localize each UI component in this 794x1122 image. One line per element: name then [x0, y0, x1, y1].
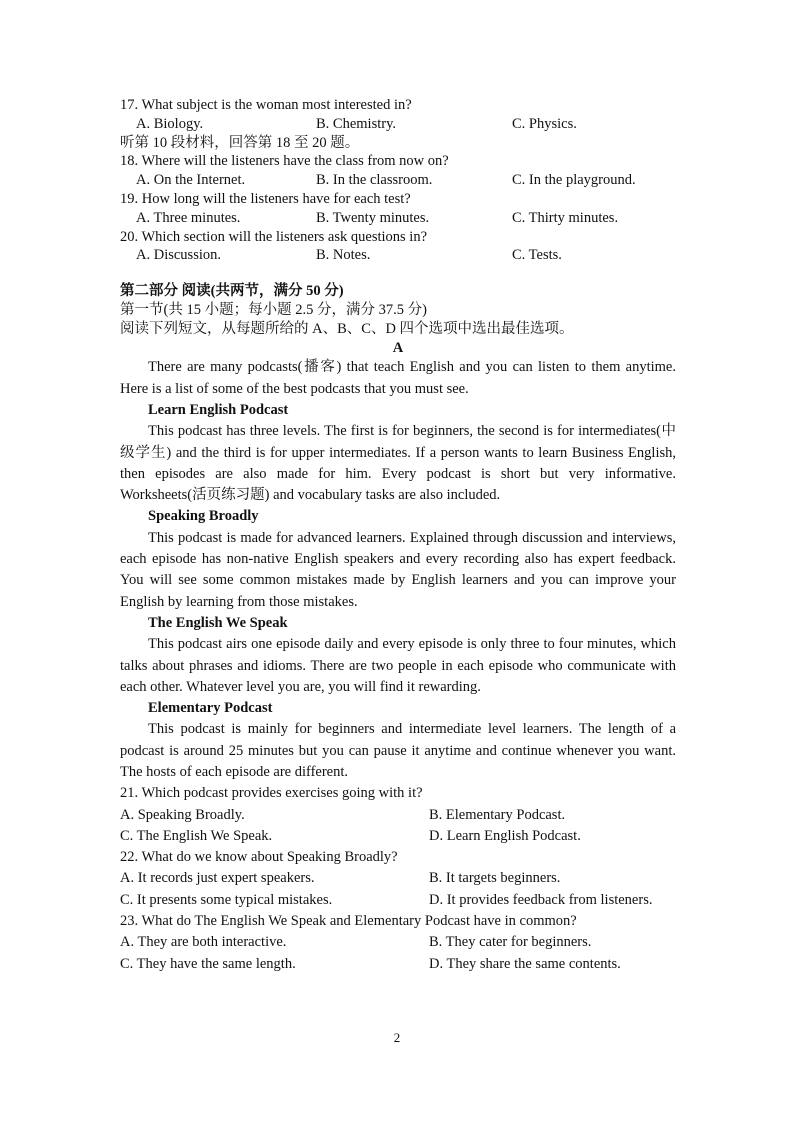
option-b: B. Chemistry.: [316, 115, 397, 132]
option-b: B. Notes.: [316, 247, 371, 264]
options-row: [120, 890, 676, 911]
options-row: [120, 171, 676, 190]
options-row: [120, 246, 676, 265]
options-row: [120, 954, 676, 975]
option-b: B. They cater for beginners.: [429, 934, 592, 951]
option-c: C. They have the same length.: [120, 955, 296, 972]
option-d: D. It provides feedback from listeners.: [429, 891, 653, 908]
podcast-heading: The English We Speak: [148, 614, 288, 631]
option-a: A. On the Internet.: [136, 172, 246, 189]
page-number: 2: [393, 1030, 401, 1045]
podcast-description: This podcast is mainly for beginners and intermediate level learners. The length of a podcast is around 25 minutes but you can pause it anytime and continue whenever you want. The hosts of each episode are different.: [120, 721, 676, 780]
option-c: C. The English We Speak.: [120, 827, 273, 844]
option-d: D. They share the same contents.: [429, 955, 621, 972]
listening-q18: [120, 152, 676, 190]
option-c: C. Tests.: [512, 247, 562, 264]
options-row: [120, 826, 676, 847]
option-b: B. In the classroom.: [316, 172, 433, 189]
option-c: C. It presents some typical mistakes.: [120, 891, 333, 908]
option-a: A. It records just expert speakers.: [120, 870, 315, 887]
podcast-heading: Learn English Podcast: [148, 401, 289, 418]
options-row: [120, 115, 676, 134]
reading-q22: [120, 847, 676, 911]
question-stem: 23. What do The English We Speak and Elementary Podcast have in common?: [120, 913, 577, 930]
question-stem: 17. What subject is the woman most interested in?: [120, 97, 412, 113]
option-b: B. Elementary Podcast.: [429, 806, 566, 823]
option-c: C. In the playground.: [512, 172, 636, 189]
option-a: A. They are both interactive.: [120, 934, 287, 951]
passage-intro: There are many podcasts(播客) that teach English and you can listen to them anytime. Here is a list of some of the best podcasts that you must see.: [120, 359, 676, 397]
question-stem: 22. What do we know about Speaking Broadly?: [120, 849, 398, 866]
section1-heading: 第一节(共 15 小题；每小题 2.5 分，满分 37.5 分): [120, 301, 427, 318]
podcast-heading: Elementary Podcast: [148, 700, 273, 717]
option-a: A. Biology.: [136, 115, 204, 132]
reading-q21: [120, 783, 676, 847]
listening-q17: [120, 96, 676, 134]
option-b: B. It targets beginners.: [429, 870, 561, 887]
option-a: A. Discussion.: [136, 247, 221, 264]
option-c: C. Physics.: [512, 115, 577, 132]
options-row: [120, 932, 676, 953]
reading-q23: [120, 911, 676, 975]
exam-page: [120, 96, 676, 975]
podcast-heading: Speaking Broadly: [148, 508, 259, 525]
question-stem: 20. Which section will the listeners ask questions in?: [120, 228, 427, 245]
question-stem: 18. Where will the listeners have the class from now on?: [120, 153, 449, 170]
part2-title: 第二部分 阅读(共两节，满分 50 分): [120, 283, 344, 300]
option-c: C. Thirty minutes.: [512, 209, 619, 226]
listening-q20: [120, 228, 676, 266]
podcast-description: This podcast is made for advanced learners. Explained through discussion and interviews, each episode has non-native English speakers and every recording also has expert feedback. You will see some common mistakes made by English learners and you can improve your English by learning from those mistakes.: [120, 529, 676, 610]
option-a: A. Speaking Broadly.: [120, 806, 245, 823]
option-d: D. Learn English Podcast.: [429, 827, 581, 844]
option-a: A. Three minutes.: [136, 209, 241, 226]
reading-questions: [120, 783, 676, 975]
question-stem: 19. How long will the listeners have for each test?: [120, 190, 411, 207]
listening-q19: [120, 190, 676, 228]
options-row: [120, 209, 676, 228]
podcast-description: This podcast airs one episode daily and every episode is only three to four minutes, which talks about phrases and idioms. There are two people in each episode who communicate with each other. Whatever level you are, you will find it rewarding.: [120, 636, 676, 695]
options-row: [120, 868, 676, 889]
listening-note: 听第 10 段材料，回答第 18 至 20 题。: [120, 134, 360, 151]
question-stem: 21. Which podcast provides exercises going with it?: [120, 785, 423, 802]
podcast-description: This podcast has three levels. The first is for beginners, the second is for intermediates(中级学生) and the third is for upper intermediates. If a person wants to learn Business English, then episodes are also made for him. Every podcast is short but very informative. Worksheets(活页练习题) and vocabulary tasks are also included.: [120, 423, 676, 504]
options-row: [120, 805, 676, 826]
reading-instructions: 阅读下列短文，从每题所给的 A、B、C、D 四个选项中选出最佳选项。: [120, 320, 574, 337]
option-b: B. Twenty minutes.: [316, 209, 430, 226]
passage-label: A: [392, 339, 404, 356]
